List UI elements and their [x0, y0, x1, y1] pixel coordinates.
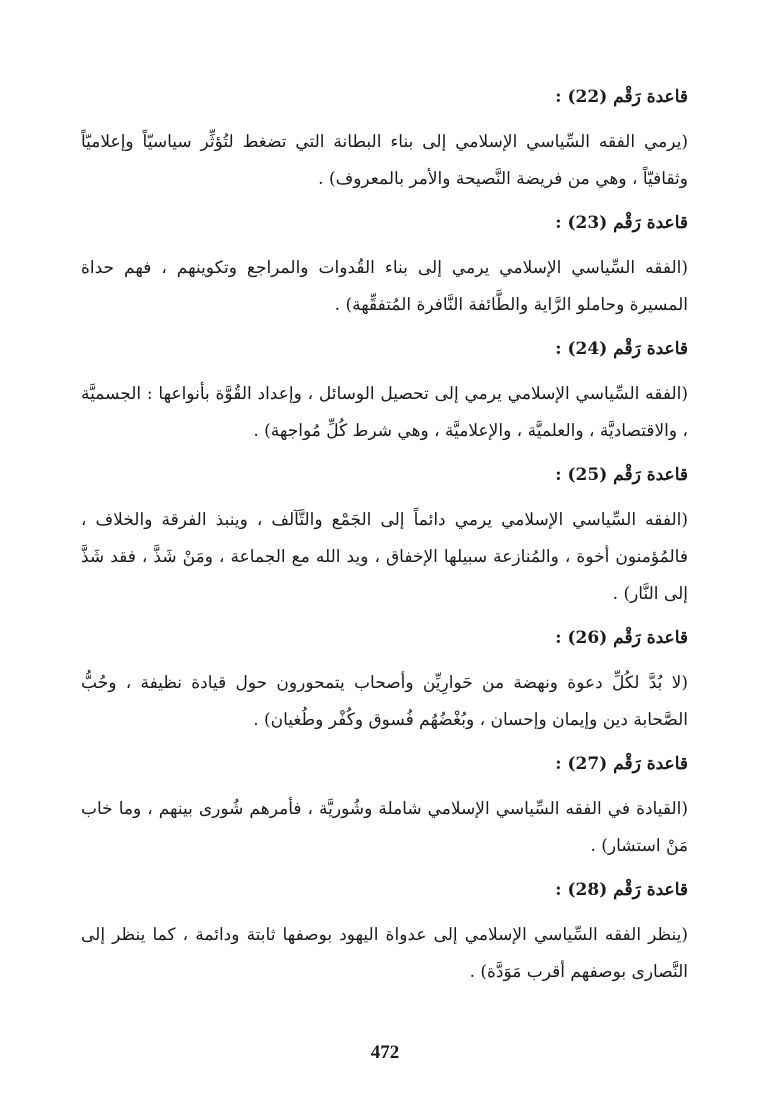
rule-block-24 — [81, 336, 688, 450]
rule-heading: قاعدة رَقْم (27) : — [555, 754, 688, 774]
page-number: 472 — [370, 1042, 400, 1063]
rule-heading: قاعدة رَقْم (26) : — [555, 628, 688, 648]
rule-block-27 — [81, 751, 688, 865]
rule-block-28 — [81, 877, 688, 991]
page-content — [81, 84, 688, 1003]
rule-heading: قاعدة رَقْم (25) : — [555, 465, 688, 485]
rule-text: (القيادة في الفقه السِّياسي الإسلامي شاملة وشُوريَّة ، فأمرهم شُورى بينهم ، وما خاب مَنْ استشار) . — [81, 799, 688, 856]
rule-text: (يرمي الفقه السِّياسي الإسلامي إلى بناء البطانة التي تضغط لتُؤثِّر سياسيّاً وإعلاميّاً وثقافيّاً ، وهي من فريضة النَّصيحة والأمر بالمعروف) . — [81, 132, 688, 189]
rule-block-22 — [81, 84, 688, 198]
rule-text: (الفقه السِّياسي الإسلامي يرمي دائماً إلى الجَمْع والتَّآلف ، وينبذ الفرقة والخلاف ، فالمُؤمنون أخوة ، والمُنازعة سبيلها الإخفاق ، ويد الله مع الجماعة ، ومَنْ شَذَّ ، فقد شَذَّ إلى النَّار) . — [81, 510, 688, 604]
rule-block-25 — [81, 462, 688, 613]
rule-heading: قاعدة رَقْم (22) : — [555, 87, 688, 107]
rule-text: (الفقه السِّياسي الإسلامي يرمي إلى تحصيل الوسائل ، وإعداد القُوَّة بأنواعها : الجسميَّة ، والاقتصاديَّة ، والعلميَّة ، والإعلاميَّة ، وهي شرط كُلِّ مُواجهة) . — [81, 384, 688, 441]
rule-block-26 — [81, 625, 688, 739]
rule-heading: قاعدة رَقْم (28) : — [555, 880, 688, 900]
rule-heading: قاعدة رَقْم (23) : — [555, 213, 688, 233]
rule-text: (الفقه السِّياسي الإسلامي يرمي إلى بناء القُدوات والمراجع وتكوينهم ، فهم حداة المسيرة وحاملو الرَّاية والطَّائفة النَّافرة المُتفقِّهة) . — [81, 258, 688, 315]
rule-text: (لا بُدَّ لكُلِّ دعوة ونهضة من حَوارِيِّن وأصحاب يتمحورون حول قيادة نظيفة ، وحُبُّ الصَّحابة دين وإيمان وإحسان ، وبُغْضُهُم فُسوق وكُفْر وطُغيان) . — [81, 673, 688, 730]
rule-heading: قاعدة رَقْم (24) : — [555, 339, 688, 359]
rule-block-23 — [81, 210, 688, 324]
rule-text: (ينظر الفقه السِّياسي الإسلامي إلى عدواة اليهود بوصفها ثابتة ودائمة ، كما ينظر إلى النَّصارى بوصفهم أقرب مَوَدَّة) . — [81, 925, 688, 982]
